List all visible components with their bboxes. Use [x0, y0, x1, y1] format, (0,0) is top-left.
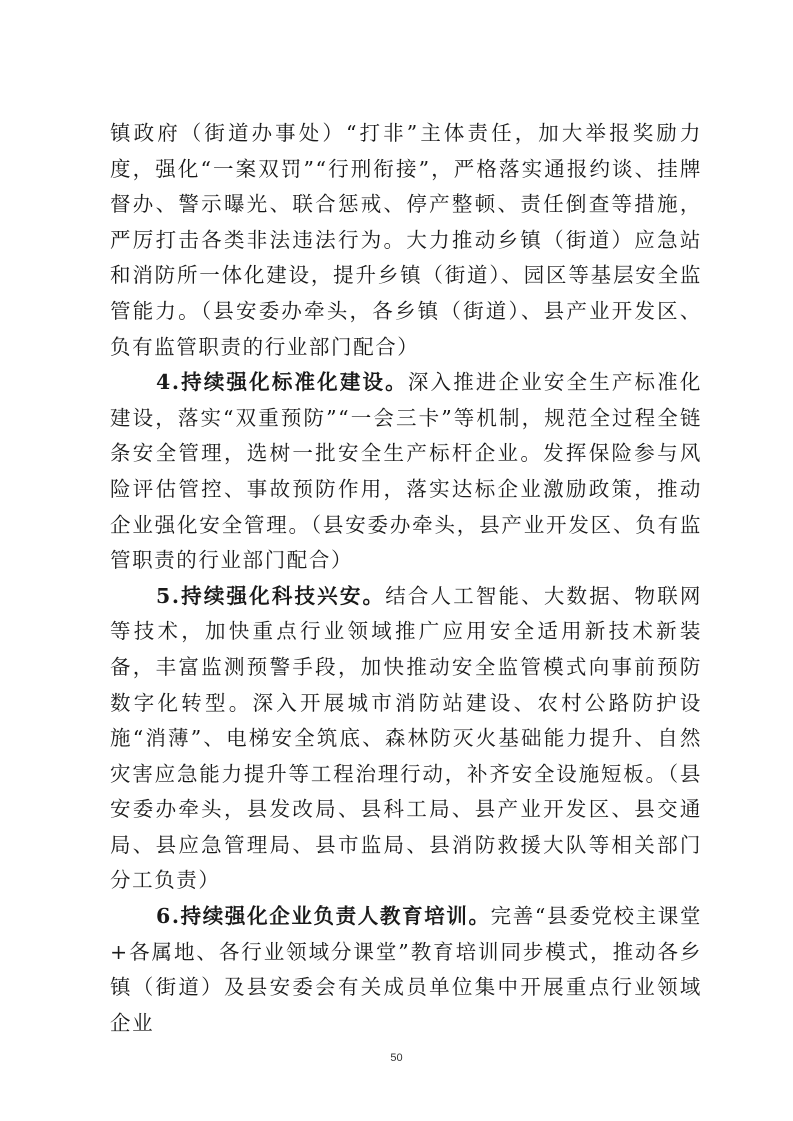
- paragraph-heading: 6.持续强化企业负责人教育培训。: [156, 904, 491, 929]
- paragraph-training: [110, 899, 702, 1041]
- paragraph-text: 结合人工智能、大数据、物联网等技术，加快重点行业领域推广应用安全适用新技术新装备，丰富监测预警手段，加快推动安全监管模式向事前预防数字化转型。深入开展城市消防站建设、农村公路防护设施“消薄”、电梯安全筑底、森林防灭火基础能力提升、自然灾害应急能力提升等工程治理行动，补齐安全设施短板。（县安委办牵头，县发改局、县科工局、县产业开发区、县交通局、县应急管理局、县市监局、县消防救援大队等相关部门分工负责）: [110, 583, 702, 893]
- document-body: [110, 116, 702, 1041]
- paragraph-standardization: [110, 365, 702, 579]
- paragraph-text: 深入推进企业安全生产标准化建设，落实“双重预防”“一会三卡”等机制，规范全过程全链条安全管理，选树一批安全生产标杆企业。发挥保险参与风险评估管控、事故预防作用，落实达标企业激励政策，推动企业强化安全管理。（县安委办牵头，县产业开发区、负有监管职责的行业部门配合）: [110, 370, 702, 573]
- paragraph-technology: [110, 579, 702, 899]
- paragraph-text: 完善“县委党校主课堂+各属地、各行业领域分课堂”教育培训同步模式，推动各乡镇（街道）及县安委会有关成员单位集中开展重点行业领域企业: [110, 904, 703, 1035]
- paragraph-heading: 4.持续强化标准化建设。: [156, 370, 408, 395]
- paragraph-heading: 5.持续强化科技兴安。: [156, 583, 386, 608]
- page-number: 50: [390, 1052, 403, 1064]
- paragraph-text: 镇政府（街道办事处）“打非”主体责任，加大举报奖励力度，强化“一案双罚”“行刑衔接”，严格落实通报约谈、挂牌督办、警示曝光、联合惩戒、停产整顿、责任倒查等措施，严厉打击各类非法违法行为。大力推动乡镇（街道）应急站和消防所一体化建设，提升乡镇（街道）、园区等基层安全监管能力。（县安委办牵头，各乡镇（街道）、县产业开发区、负有监管职责的行业部门配合）: [110, 121, 702, 359]
- paragraph-continuation: [110, 116, 702, 365]
